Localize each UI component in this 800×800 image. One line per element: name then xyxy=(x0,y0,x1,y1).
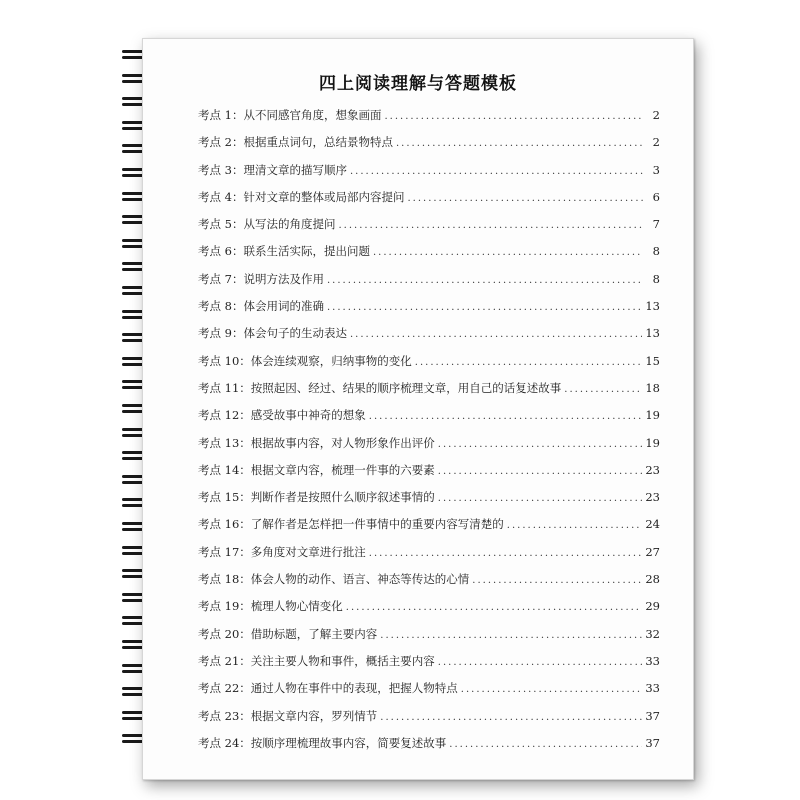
toc-entry-page: 33 xyxy=(645,681,660,696)
toc-entry-text: 针对文章的整体或局部内容提问 xyxy=(243,189,405,204)
toc-entry xyxy=(198,435,660,462)
toc-entry xyxy=(198,189,660,216)
toc-leader-dots xyxy=(327,302,642,313)
toc-entry xyxy=(198,325,660,352)
toc-leader-dots xyxy=(438,657,643,668)
toc-entry-label: 考点 16： xyxy=(198,517,251,532)
toc-entry-label: 考点 19： xyxy=(198,599,251,614)
toc-leader-dots xyxy=(380,630,642,641)
toc-leader-dots xyxy=(415,357,643,368)
toc-entry-page: 23 xyxy=(645,490,660,505)
table-of-contents xyxy=(198,107,660,762)
toc-entry-label: 考点 6： xyxy=(198,244,244,259)
toc-entry-text: 根据文章内容，梳理一件事的六要素 xyxy=(250,462,435,477)
toc-entry-label: 考点 4： xyxy=(198,189,244,204)
toc-entry xyxy=(198,462,660,489)
toc-entry-text: 判断作者是按照什么顺序叙述事情的 xyxy=(250,490,435,505)
toc-entry-text: 说明方法及作用 xyxy=(243,271,324,286)
toc-entry-page: 8 xyxy=(652,271,660,286)
toc-leader-dots xyxy=(327,275,643,286)
toc-entry-text: 了解作者是怎样把一件事情中的重要内容写清楚的 xyxy=(250,517,504,532)
toc-entry-label: 考点 11： xyxy=(198,380,251,395)
toc-entry-page: 2 xyxy=(652,135,660,150)
toc-entry-page: 15 xyxy=(645,353,660,368)
toc-entry xyxy=(198,544,660,571)
toc-entry-label: 考点 21： xyxy=(198,653,251,668)
toc-entry-text: 根据故事内容，对人物形象作出评价 xyxy=(250,435,435,450)
toc-entry xyxy=(198,735,660,762)
toc-leader-dots xyxy=(438,466,643,477)
toc-entry-page: 6 xyxy=(652,189,660,204)
toc-entry xyxy=(198,516,660,543)
toc-entry xyxy=(198,134,660,161)
toc-entry xyxy=(198,653,660,680)
toc-leader-dots xyxy=(380,712,642,723)
toc-entry xyxy=(198,271,660,298)
toc-entry-label: 考点 17： xyxy=(198,544,251,559)
toc-entry-text: 梳理人物心情变化 xyxy=(250,599,343,614)
toc-entry-text: 体会用词的准确 xyxy=(243,299,324,314)
notebook-page xyxy=(142,38,694,780)
toc-entry xyxy=(198,598,660,625)
toc-entry-label: 考点 1： xyxy=(198,108,244,122)
toc-entry-text: 多角度对文章进行批注 xyxy=(250,544,366,559)
toc-entry-text: 理清文章的描写顺序 xyxy=(243,162,347,177)
toc-leader-dots xyxy=(461,684,643,695)
toc-entry-page: 33 xyxy=(645,653,660,668)
toc-entry-label: 考点 18： xyxy=(198,572,251,587)
toc-entry xyxy=(198,298,660,325)
toc-entry-label: 考点 23： xyxy=(198,708,251,723)
toc-entry-label: 考点 20： xyxy=(198,626,251,641)
toc-entry-page: 8 xyxy=(652,244,660,259)
toc-entry-label: 考点 13： xyxy=(198,435,251,450)
toc-entry-page: 29 xyxy=(645,599,660,614)
toc-entry-text: 关注主要人物和事件，概括主要内容 xyxy=(250,653,435,668)
toc-entry-page: 3 xyxy=(652,162,660,177)
toc-entry-text: 体会句子的生动表达 xyxy=(243,326,347,341)
toc-entry-label: 考点 2： xyxy=(198,135,244,150)
toc-leader-dots xyxy=(373,247,643,258)
toc-entry-page: 24 xyxy=(645,517,660,532)
toc-entry xyxy=(198,380,660,407)
toc-entry-label: 考点 12： xyxy=(198,408,251,423)
toc-entry-page: 13 xyxy=(645,326,660,341)
toc-leader-dots xyxy=(449,739,642,750)
toc-leader-dots xyxy=(338,220,643,231)
toc-entry-text: 按照起因、经过、结果的顺序梳理文章，用自己的话复述故事 xyxy=(250,380,562,395)
toc-entry xyxy=(198,626,660,653)
toc-entry xyxy=(198,680,660,707)
toc-leader-dots xyxy=(407,193,643,204)
toc-entry-page: 37 xyxy=(645,708,660,723)
toc-leader-dots xyxy=(369,411,643,422)
toc-leader-dots xyxy=(369,548,643,559)
toc-entry-page: 28 xyxy=(645,572,660,587)
toc-entry-label: 考点 7： xyxy=(198,271,244,286)
toc-leader-dots xyxy=(350,329,642,340)
toc-leader-dots xyxy=(384,111,643,122)
toc-leader-dots xyxy=(346,602,643,613)
toc-entry-page: 2 xyxy=(652,108,660,122)
toc-entry-page: 7 xyxy=(652,217,660,232)
toc-entry-text: 根据重点词句，总结景物特点 xyxy=(243,135,393,150)
page-title: 四上阅读理解与答题模板 xyxy=(319,74,517,94)
toc-entry xyxy=(198,407,660,434)
toc-entry-label: 考点 9： xyxy=(198,326,244,341)
toc-entry xyxy=(198,489,660,516)
toc-entry xyxy=(198,353,660,380)
toc-leader-dots xyxy=(438,493,643,504)
toc-entry-page: 18 xyxy=(645,380,660,395)
toc-entry-page: 13 xyxy=(645,299,660,314)
toc-entry-label: 考点 3： xyxy=(198,162,244,177)
toc-entry-text: 联系生活实际，提出问题 xyxy=(243,244,370,259)
toc-entry-label: 考点 10： xyxy=(198,353,251,368)
toc-entry-page: 32 xyxy=(645,626,660,641)
toc-entry-text: 体会人物的动作、语言、神态等传达的心情 xyxy=(250,572,470,587)
toc-leader-dots xyxy=(438,439,643,450)
toc-entry-label: 考点 15： xyxy=(198,490,251,505)
toc-entry-page: 19 xyxy=(645,435,660,450)
toc-entry xyxy=(198,571,660,598)
toc-entry-text: 体会连续观察，归纳事物的变化 xyxy=(250,353,412,368)
toc-entry-text: 从不同感官角度，想象画面 xyxy=(243,108,382,122)
toc-leader-dots xyxy=(472,575,642,586)
toc-entry-page: 19 xyxy=(645,408,660,423)
toc-leader-dots xyxy=(564,384,642,395)
toc-entry-text: 从写法的角度提问 xyxy=(243,217,336,232)
toc-leader-dots xyxy=(507,520,643,531)
toc-entry-page: 27 xyxy=(645,544,660,559)
toc-entry-text: 感受故事中神奇的想象 xyxy=(250,408,366,423)
toc-entry-label: 考点 24： xyxy=(198,735,251,750)
toc-entry xyxy=(198,107,660,134)
toc-entry-label: 考点 14： xyxy=(198,462,251,477)
toc-entry xyxy=(198,243,660,270)
toc-entry-page: 37 xyxy=(645,735,660,750)
toc-entry-label: 考点 22： xyxy=(198,681,251,696)
toc-leader-dots xyxy=(350,166,643,177)
toc-entry-text: 借助标题，了解主要内容 xyxy=(250,626,378,641)
toc-entry xyxy=(198,216,660,243)
toc-entry-label: 考点 5： xyxy=(198,217,244,232)
toc-entry-page: 23 xyxy=(645,462,660,477)
toc-entry-text: 按顺序理梳理故事内容，简要复述故事 xyxy=(250,735,447,750)
toc-entry-label: 考点 8： xyxy=(198,299,244,314)
toc-entry xyxy=(198,708,660,735)
toc-entry-text: 通过人物在事件中的表现，把握人物特点 xyxy=(250,681,458,696)
toc-entry xyxy=(198,162,660,189)
toc-leader-dots xyxy=(396,138,643,149)
toc-entry-text: 根据文章内容，罗列情节 xyxy=(250,708,378,723)
